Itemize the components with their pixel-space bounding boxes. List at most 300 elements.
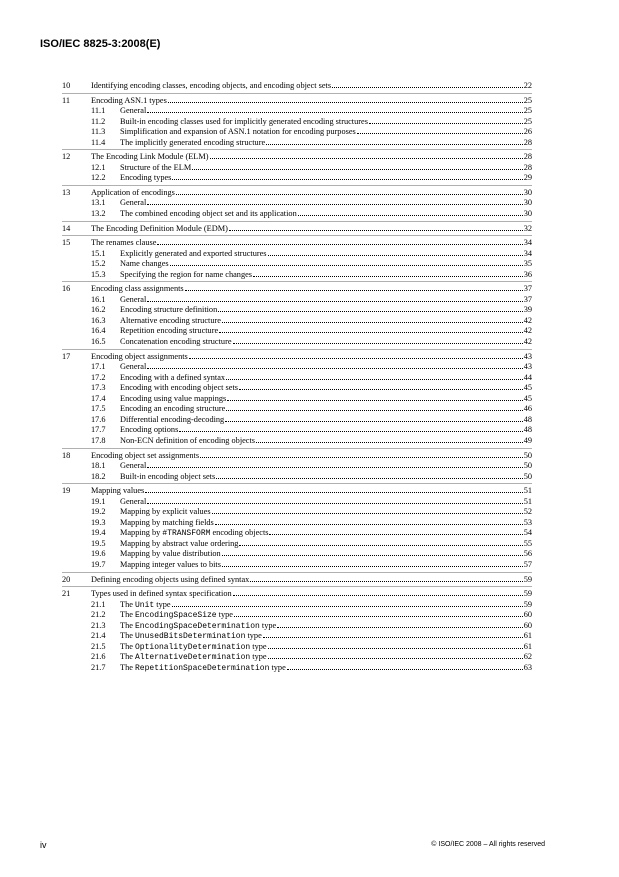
dot-leader [263,637,523,638]
toc-subentry[interactable] [62,497,532,508]
dot-leader [219,332,523,333]
toc-subentry-title [120,127,356,138]
toc-subentry[interactable] [62,373,532,384]
toc-subentry-page: 35 [523,259,532,269]
toc-subentry[interactable] [62,326,532,337]
toc-subentry-number: 13.2 [91,209,106,219]
toc-subentry-number: 16.5 [91,337,106,347]
dot-leader [170,265,523,266]
toc-subentry-number: 21.6 [91,652,106,662]
toc-subentry[interactable] [62,539,532,550]
toc-subentry-page: 30 [523,198,532,208]
toc-subentry[interactable] [62,663,532,674]
dot-leader [250,581,522,582]
toc-subentry-title [120,259,169,270]
toc-entry-page: 34 [523,238,532,248]
toc-subentry-title [120,198,146,209]
toc-subentry-title [120,373,225,384]
toc-entry-title: Encoding class assignments [91,284,184,294]
title-text: type [245,631,262,641]
toc-subentry[interactable] [62,127,532,138]
title-text: Concatenation encoding structure [120,337,232,347]
title-text: type [250,652,267,662]
toc-entry-number: 16 [62,284,71,294]
title-text: Encoding types [120,173,172,183]
toc-subentry-title [120,383,238,394]
toc-subentry-title [120,663,286,675]
title-text: Encoding using value mappings [120,393,227,403]
code-term: OptionalityDetermination [134,642,251,652]
dot-leader [179,431,522,432]
title-text: The implicitly generated encoding structure [120,137,266,147]
toc-entry-number: 21 [62,589,71,599]
dot-leader [226,379,523,380]
toc-subentry[interactable] [62,610,532,621]
dot-leader [212,513,523,514]
toc-subentry-number: 18.1 [91,461,106,471]
toc-subentry[interactable] [62,642,532,653]
toc-subentry-number: 16.4 [91,326,106,336]
toc-subentry-number: 15.1 [91,248,106,258]
toc-entry-title: Defining encoding objects using defined syntax [91,574,250,584]
toc-subentry-title [120,436,255,447]
toc-entry[interactable] [62,152,532,163]
toc-entry[interactable] [62,224,532,235]
dot-leader [222,566,523,567]
dot-leader [222,322,523,323]
title-text: General [120,106,147,116]
dot-leader [239,389,523,390]
toc-subentry-title [120,415,224,426]
dot-leader [147,368,522,369]
toc-subentry[interactable] [62,436,532,447]
toc-subentry-number: 17.4 [91,393,106,403]
toc-subentry-page: 57 [523,559,532,569]
toc-subentry-page: 50 [523,471,532,481]
toc-subentry-number: 21.5 [91,641,106,651]
toc-subentry-page: 46 [523,404,532,414]
title-text: General [120,461,147,471]
toc-entry-number: 15 [62,238,71,248]
toc-subentry-number: 17.7 [91,425,106,435]
dot-leader [268,255,523,256]
title-text: The [120,599,135,609]
dot-leader [147,204,522,205]
toc-subentry-number: 21.7 [91,662,106,672]
toc-subentry-number: 21.2 [91,610,106,620]
toc-subentry-number: 11.3 [91,127,106,137]
toc-subentry-title [120,362,146,373]
dot-leader [298,215,523,216]
toc-subentry[interactable] [62,652,532,663]
dot-leader [332,87,523,88]
title-text: type [259,620,277,630]
toc-entry-title: Mapping values [91,486,145,496]
title-text: type [250,641,267,651]
dot-leader [256,442,523,443]
toc-subentry-title [120,404,225,415]
title-text: type [269,662,286,672]
title-text: Encoding options [120,425,179,435]
toc-subentry-title [120,249,267,260]
title-text: The [120,620,135,630]
toc-subentry-page: 60 [523,610,532,620]
toc-subentry[interactable] [62,138,532,149]
title-text: Repetition encoding structure [120,326,219,336]
toc-section-21 [62,589,532,674]
title-text: Mapping by explicit values [120,507,211,517]
toc-subentry[interactable] [62,518,532,529]
toc-subentry-title [120,425,178,436]
copyright-notice: © ISO/IEC 2008 – All rights reserved [431,841,545,848]
toc-subentry-number: 21.1 [91,599,106,609]
title-text: The [120,631,135,641]
dot-leader [227,400,522,401]
toc-subentry-title [120,337,232,348]
toc-subentry-number: 16.1 [91,294,106,304]
toc-subentry[interactable] [62,362,532,373]
toc-subentry-number: 17.1 [91,362,106,372]
title-text: The combined encoding object set and its application [120,209,297,219]
code-term: AlternativeDetermination [134,653,251,663]
toc-section-15 [62,238,532,282]
toc-subentry-page: 25 [523,116,532,126]
toc-subentry[interactable] [62,549,532,560]
toc-subentry[interactable] [62,528,532,539]
toc-subentry-page: 49 [523,435,532,445]
dot-leader [176,194,523,195]
dot-leader [192,169,523,170]
toc-subentry[interactable] [62,507,532,518]
toc-subentry-number: 11.1 [91,106,106,116]
title-text: Mapping by value distribution [120,549,221,559]
toc-subentry[interactable] [62,270,532,281]
toc-subentry[interactable] [62,117,532,128]
toc-subentry[interactable] [62,163,532,174]
title-text: Encoding with a defined syntax [120,372,226,382]
toc-subentry[interactable] [62,621,532,632]
toc-subentry-number: 19.5 [91,538,106,548]
toc-subentry[interactable] [62,295,532,306]
toc-entry-page: 30 [523,187,532,197]
toc-subentry-title [120,549,221,560]
dot-leader [185,290,523,291]
dot-leader [266,144,523,145]
title-text: The [120,662,135,672]
toc-subentry-page: 51 [523,496,532,506]
toc-entry-page: 32 [523,223,532,233]
toc-entry[interactable] [62,284,532,295]
toc-entry[interactable] [62,589,532,600]
dot-leader [253,276,523,277]
dot-leader [147,467,522,468]
toc-subentry[interactable] [62,383,532,394]
toc-entry-number: 13 [62,187,71,197]
dot-leader [239,545,522,546]
toc-entry-page: 59 [523,589,532,599]
toc-subentry-number: 15.2 [91,259,106,269]
title-text: encoding objects [210,528,269,538]
toc-subentry-page: 34 [523,248,532,258]
toc-entry[interactable] [62,451,532,462]
dot-leader [168,102,523,103]
toc-subentry-number: 17.2 [91,372,106,382]
dot-leader [147,503,522,504]
toc-entry-page: 59 [523,574,532,584]
toc-section-13 [62,188,532,222]
toc-subentry-page: 53 [523,517,532,527]
toc-entry-title: The Encoding Definition Module (EDM) [91,223,228,233]
toc-entry-number: 17 [62,351,71,361]
toc-entry[interactable] [62,96,532,107]
toc-subentry[interactable] [62,305,532,316]
toc-subentry-title [120,461,146,472]
dot-leader [269,534,522,535]
toc-subentry-page: 60 [523,620,532,630]
toc-subentry-title [120,326,218,337]
dot-leader [145,492,522,493]
toc-subentry-title [120,295,146,306]
toc-subentry-page: 52 [523,507,532,517]
title-text: Name changes [120,259,169,269]
dot-leader [268,648,523,649]
title-text: General [120,362,147,372]
title-text: Mapping by matching fields [120,517,214,527]
toc-entry[interactable] [62,486,532,497]
toc-subentry[interactable] [62,560,532,571]
toc-section-14 [62,224,532,237]
page-number: iv [40,840,47,850]
toc-entry[interactable] [62,575,532,586]
toc-entry-page: 51 [523,486,532,496]
code-term: RepetitionSpaceDetermination [134,663,270,673]
toc-subentry-page: 26 [523,127,532,137]
toc-subentry[interactable] [62,461,532,472]
toc-subentry-title [120,173,171,184]
title-text: Explicitly generated and exported structures [120,248,267,258]
dot-leader [229,230,523,231]
title-text: Built-in encoding object sets [120,471,216,481]
code-term: UnusedBitsDetermination [134,632,246,642]
toc-subentry-number: 11.2 [91,116,106,126]
title-text: General [120,496,147,506]
toc-subentry[interactable] [62,198,532,209]
dot-leader [369,123,523,124]
toc-subentry-page: 45 [523,393,532,403]
toc-subentry-number: 15.3 [91,269,106,279]
toc-entry-number: 10 [62,81,71,90]
toc-subentry-title [120,539,238,550]
toc-entry-number: 14 [62,223,71,233]
toc-subentry-number: 17.8 [91,435,106,445]
toc-subentry[interactable] [62,337,532,348]
toc-subentry-title [120,106,146,117]
toc-subentry[interactable] [62,249,532,260]
dot-leader [233,343,523,344]
title-text: The [120,652,135,662]
toc-subentry-title [120,117,368,128]
toc-entry-number: 18 [62,450,71,460]
toc-entry-number: 12 [62,152,71,162]
dot-leader [218,311,522,312]
title-text: Encoding with encoding object sets [120,383,238,393]
toc-subentry-page: 28 [523,137,532,147]
toc-entry-title: Encoding object assignments [91,351,188,361]
toc-subentry-number: 19.1 [91,496,106,506]
dot-leader [172,179,522,180]
toc-subentry-title [120,209,297,220]
toc-subentry[interactable] [62,600,532,611]
toc-subentry-number: 19.2 [91,507,106,517]
toc-subentry-title [120,518,214,529]
toc-entry-page: 43 [523,351,532,361]
toc-subentry[interactable] [62,173,532,184]
dot-leader [357,133,523,134]
toc-section-19 [62,486,532,572]
title-text: Non-ECN definition of encoding objects [120,435,256,445]
toc-subentry-number: 19.7 [91,559,106,569]
toc-subentry-page: 48 [523,414,532,424]
dot-leader [210,158,523,159]
toc-subentry-page: 48 [523,425,532,435]
toc-subentry-page: 28 [523,162,532,172]
toc-entry-title: The renames clause [91,238,157,248]
toc-subentry-page: 42 [523,326,532,336]
toc-entry-number: 19 [62,486,71,496]
toc-subentry-title [120,394,226,405]
toc-section-17 [62,352,532,449]
title-text: Built-in encoding classes used for implicitly generated encoding structures [120,116,368,126]
toc-subentry-page: 61 [523,631,532,641]
toc-subentry-page: 59 [523,599,532,609]
document-header: ISO/IEC 8825-3:2008(E) [40,38,161,50]
toc-subentry-title [120,305,217,316]
dot-leader [287,669,523,670]
toc-subentry-number: 19.3 [91,517,106,527]
dot-leader [172,606,523,607]
toc-subentry-number: 17.5 [91,404,106,414]
toc-subentry[interactable] [62,209,532,220]
toc-entry-title: Types used in defined syntax specification [91,589,232,599]
toc-subentry[interactable] [62,472,532,483]
toc-subentry-title [120,472,215,483]
toc-section-18 [62,451,532,485]
toc-section-10 [62,81,532,94]
toc-subentry-page: 63 [523,662,532,672]
toc-subentry-page: 62 [523,652,532,662]
toc-subentry-page: 42 [523,337,532,347]
toc-subentry-title [120,138,265,149]
toc-entry[interactable] [62,238,532,249]
toc-subentry-page: 42 [523,315,532,325]
title-text: type [216,610,233,620]
toc-subentry[interactable] [62,425,532,436]
toc-subentry-page: 37 [523,294,532,304]
toc-subentry-page: 43 [523,362,532,372]
toc-subentry[interactable] [62,404,532,415]
toc-entry-page: 28 [523,152,532,162]
toc-subentry-number: 16.2 [91,305,106,315]
dot-leader [226,410,522,411]
toc-subentry-number: 17.3 [91,383,106,393]
toc-entry[interactable] [62,81,532,92]
toc-entry-page: 50 [523,450,532,460]
title-text: Differential encoding-decoding [120,414,225,424]
dot-leader [189,358,523,359]
toc-subentry-number: 16.3 [91,315,106,325]
dot-leader [216,478,523,479]
toc-subentry-title [120,316,221,327]
title-text: type [154,599,171,609]
toc-subentry-number: 13.1 [91,198,106,208]
toc-subentry-number: 12.2 [91,173,106,183]
toc-subentry-page: 54 [523,528,532,538]
dot-leader [222,555,523,556]
toc-entry-title: Application of encodings [91,187,175,197]
toc-subentry-page: 44 [523,372,532,382]
table-of-contents [62,81,532,676]
toc-subentry-number: 11.4 [91,137,106,147]
dot-leader [233,595,523,596]
toc-subentry-number: 19.6 [91,549,106,559]
toc-subentry-number: 21.3 [91,620,106,630]
toc-subentry[interactable] [62,415,532,426]
toc-subentry[interactable] [62,259,532,270]
toc-section-12 [62,152,532,186]
toc-section-16 [62,284,532,349]
toc-subentry-number: 21.4 [91,631,106,641]
dot-leader [234,616,523,617]
toc-subentry[interactable] [62,631,532,642]
toc-subentry-title [120,497,146,508]
toc-subentry-title [120,560,221,571]
dot-leader [268,658,523,659]
toc-subentry-page: 29 [523,173,532,183]
toc-subentry-title [120,163,191,174]
dot-leader [277,627,523,628]
toc-entry[interactable] [62,352,532,363]
dot-leader [215,524,523,525]
toc-subentry[interactable] [62,106,532,117]
toc-entry-page: 37 [523,284,532,294]
toc-subentry-page: 55 [523,538,532,548]
toc-entry-title: The Encoding Link Module (ELM) [91,152,209,162]
code-term: EncodingSpaceDetermination [134,621,260,631]
toc-subentry[interactable] [62,394,532,405]
title-text: The [120,610,135,620]
toc-subentry[interactable] [62,316,532,327]
title-text: Alternative encoding structure [120,315,221,325]
toc-entry-title: Encoding ASN.1 types [91,95,167,105]
code-term: EncodingSpaceSize [134,611,217,621]
toc-entry-page: 22 [523,81,532,90]
toc-subentry-number: 17.6 [91,414,106,424]
toc-subentry-page: 61 [523,641,532,651]
toc-subentry-title [120,507,211,518]
title-text: Mapping integer values to bits [120,559,221,569]
toc-entry-page: 25 [523,95,532,105]
toc-section-20 [62,575,532,588]
dot-leader [147,301,522,302]
code-term: Unit [134,600,155,610]
toc-subentry-page: 30 [523,209,532,219]
toc-section-11 [62,96,532,151]
toc-subentry-number: 18.2 [91,471,106,481]
toc-subentry-page: 56 [523,549,532,559]
title-text: General [120,198,147,208]
title-text: Simplification and expansion of ASN.1 notation for encoding purposes [120,127,356,137]
toc-entry[interactable] [62,188,532,199]
